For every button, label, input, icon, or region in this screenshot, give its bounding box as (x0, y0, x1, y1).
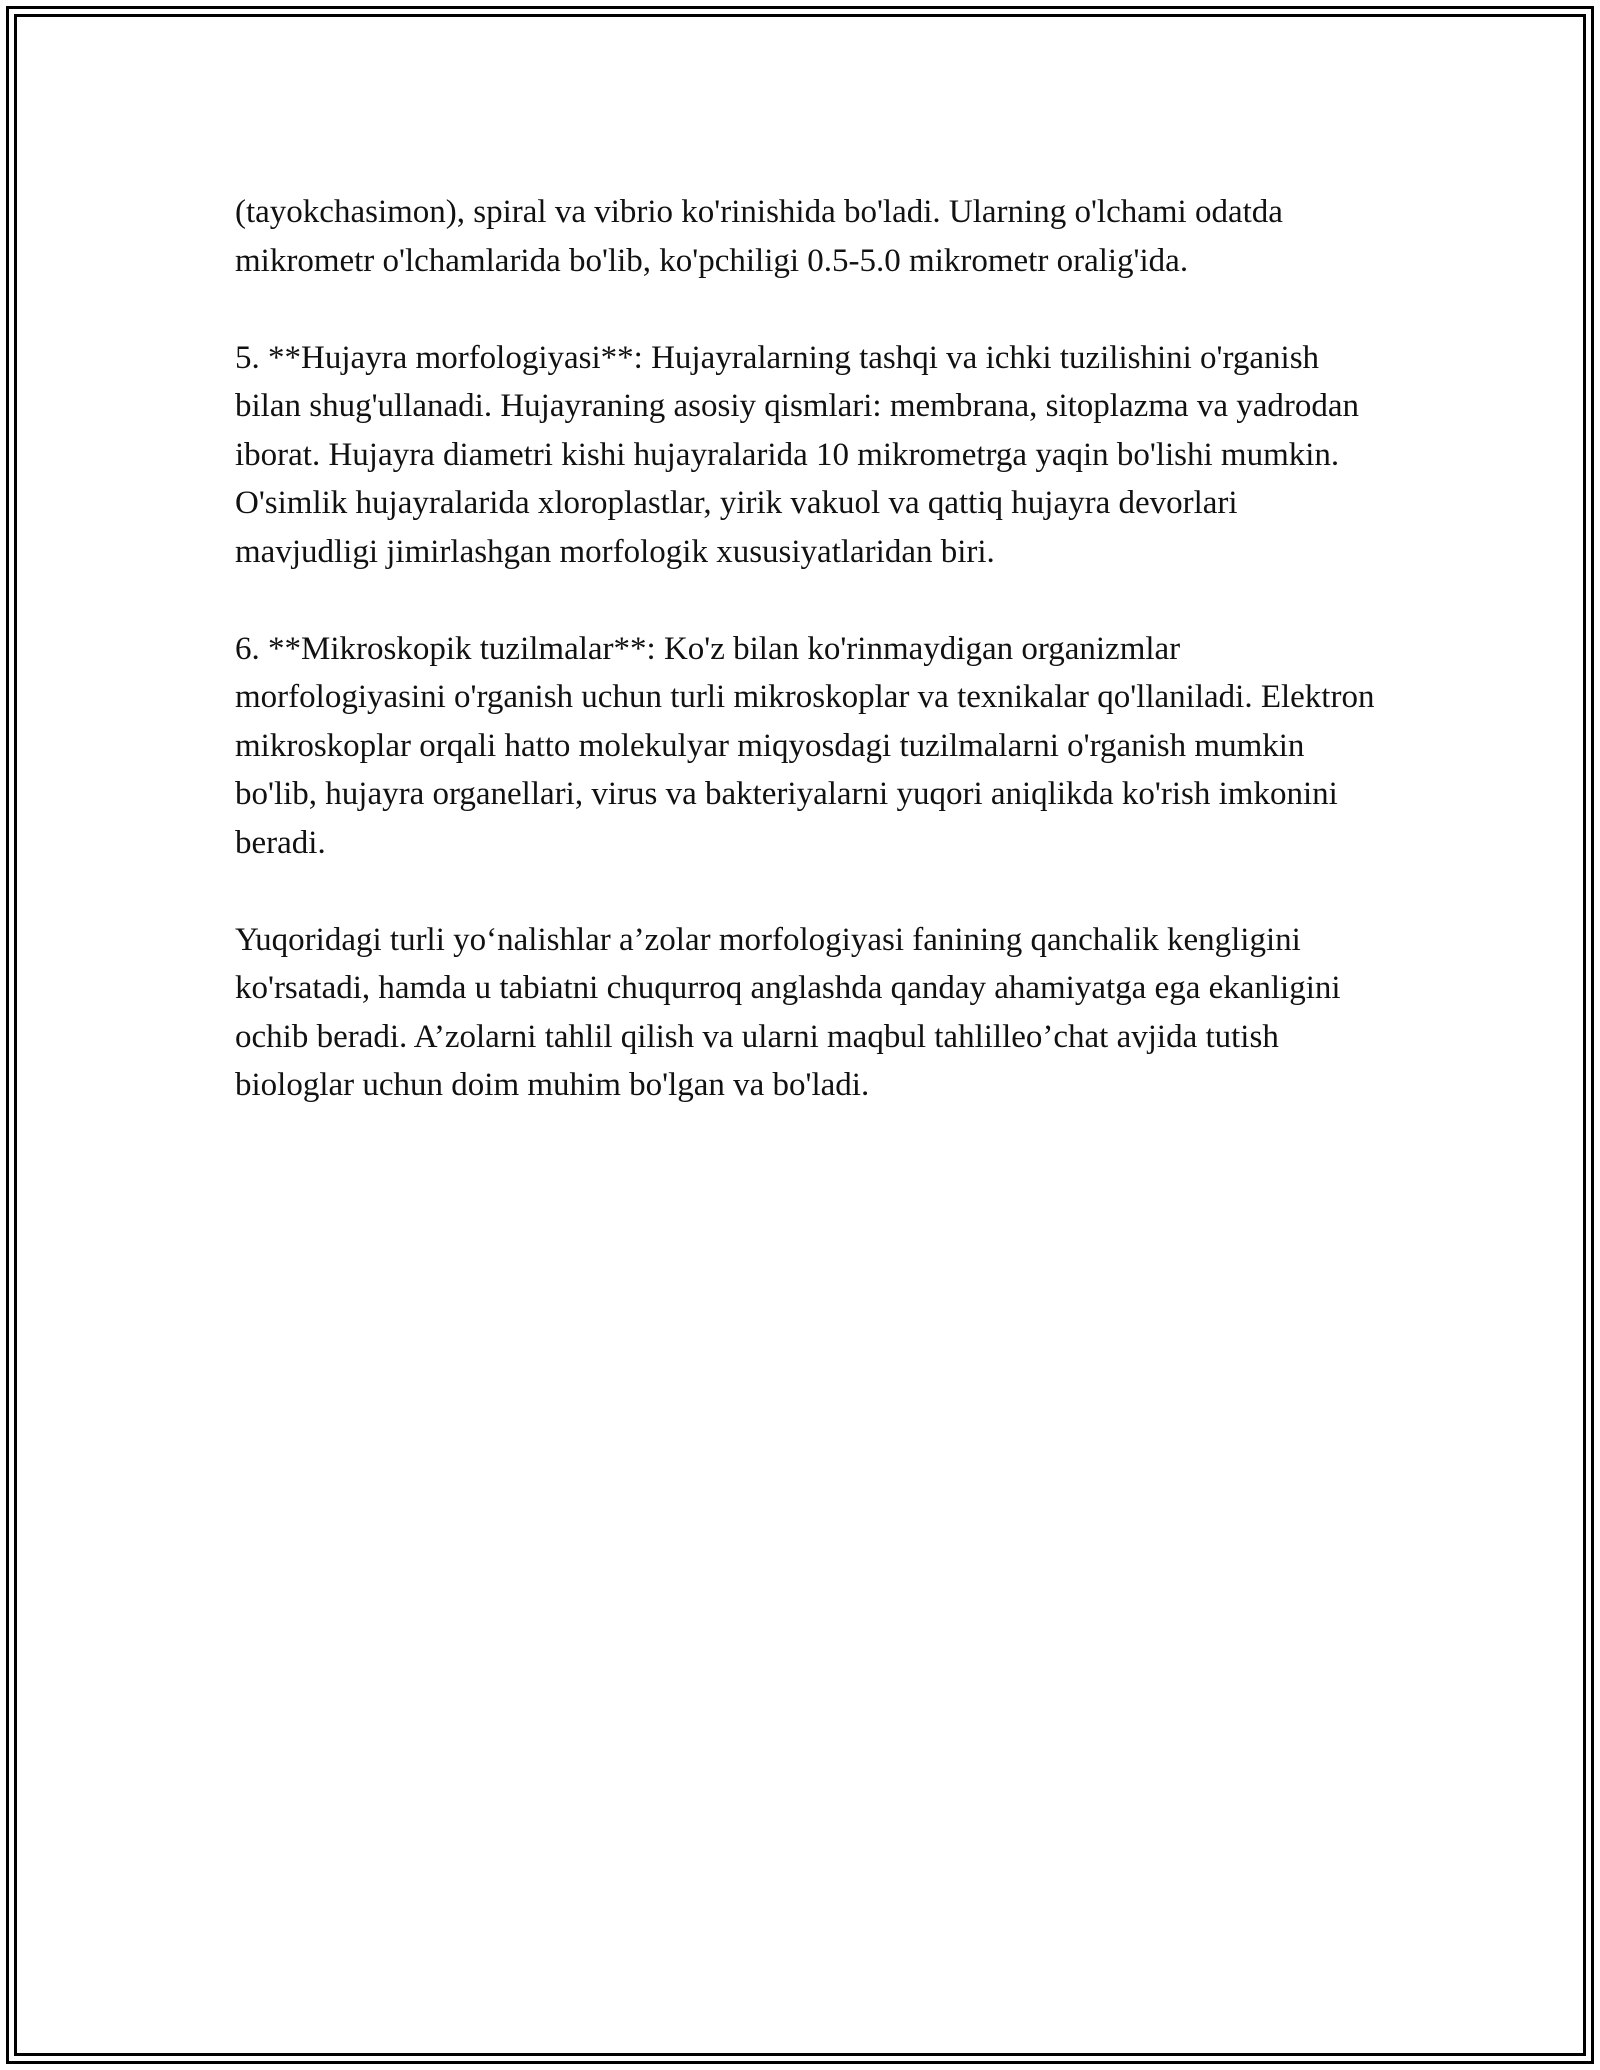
paragraph-conclusion: Yuqoridagi turli yo‘nalishlar a’zolar morfologiyasi fanining qanchalik kengligini ko'rsatadi, hamda u tabiatni chuqurroq anglashda qanday ahamiyatga ega ekanligini ochib beradi. A’zolarni tahlil qilish va ularni maqbul tahlilleo’chat avjida tutish biologlar uchun doim muhim bo'lgan va bo'ladi. (235, 921, 1341, 1103)
paragraph-cell-morphology: 5. **Hujayra morfologiyasi**: Hujayralarning tashqi va ichki tuzilishini o'rganish bilan shug'ullanadi. Hujayraning asosiy qismlari: membrana, sitoplazma va yadrodan iborat. Hujayra diametri kishi hujayralarida 10 mikrometrga yaqin bo'lishi mumkin. O'simlik hujayralarida xloroplastlar, yirik vakuol va qattiq hujayra devorlari mavjudligi jimirlashgan morfologik xususiyatlaridan biri. (235, 339, 1359, 570)
document-body (235, 188, 1375, 1158)
paragraph-microscopic-structures: 6. **Mikroskopik tuzilmalar**: Ko'z bilan ko'rinmaydigan organizmlar morfologiyasini o'rganish uchun turli mikroskoplar va texnikalar qo'llaniladi. Elektron mikroskoplar orqali hatto molekulyar miqyosdagi tuzilmalarni o'rganish mumkin bo'lib, hujayra organellari, virus va bakteriyalarni yuqori aniqlikda ko'rish imkonini beradi. (235, 630, 1375, 861)
paragraph-bacteria-shapes: (tayokchasimon), spiral va vibrio ko'rinishida bo'ladi. Ularning o'lchami odatda mikrometr o'lchamlarida bo'lib, ko'pchiligi 0.5-5.0 mikrometr oralig'ida. (235, 194, 1283, 279)
